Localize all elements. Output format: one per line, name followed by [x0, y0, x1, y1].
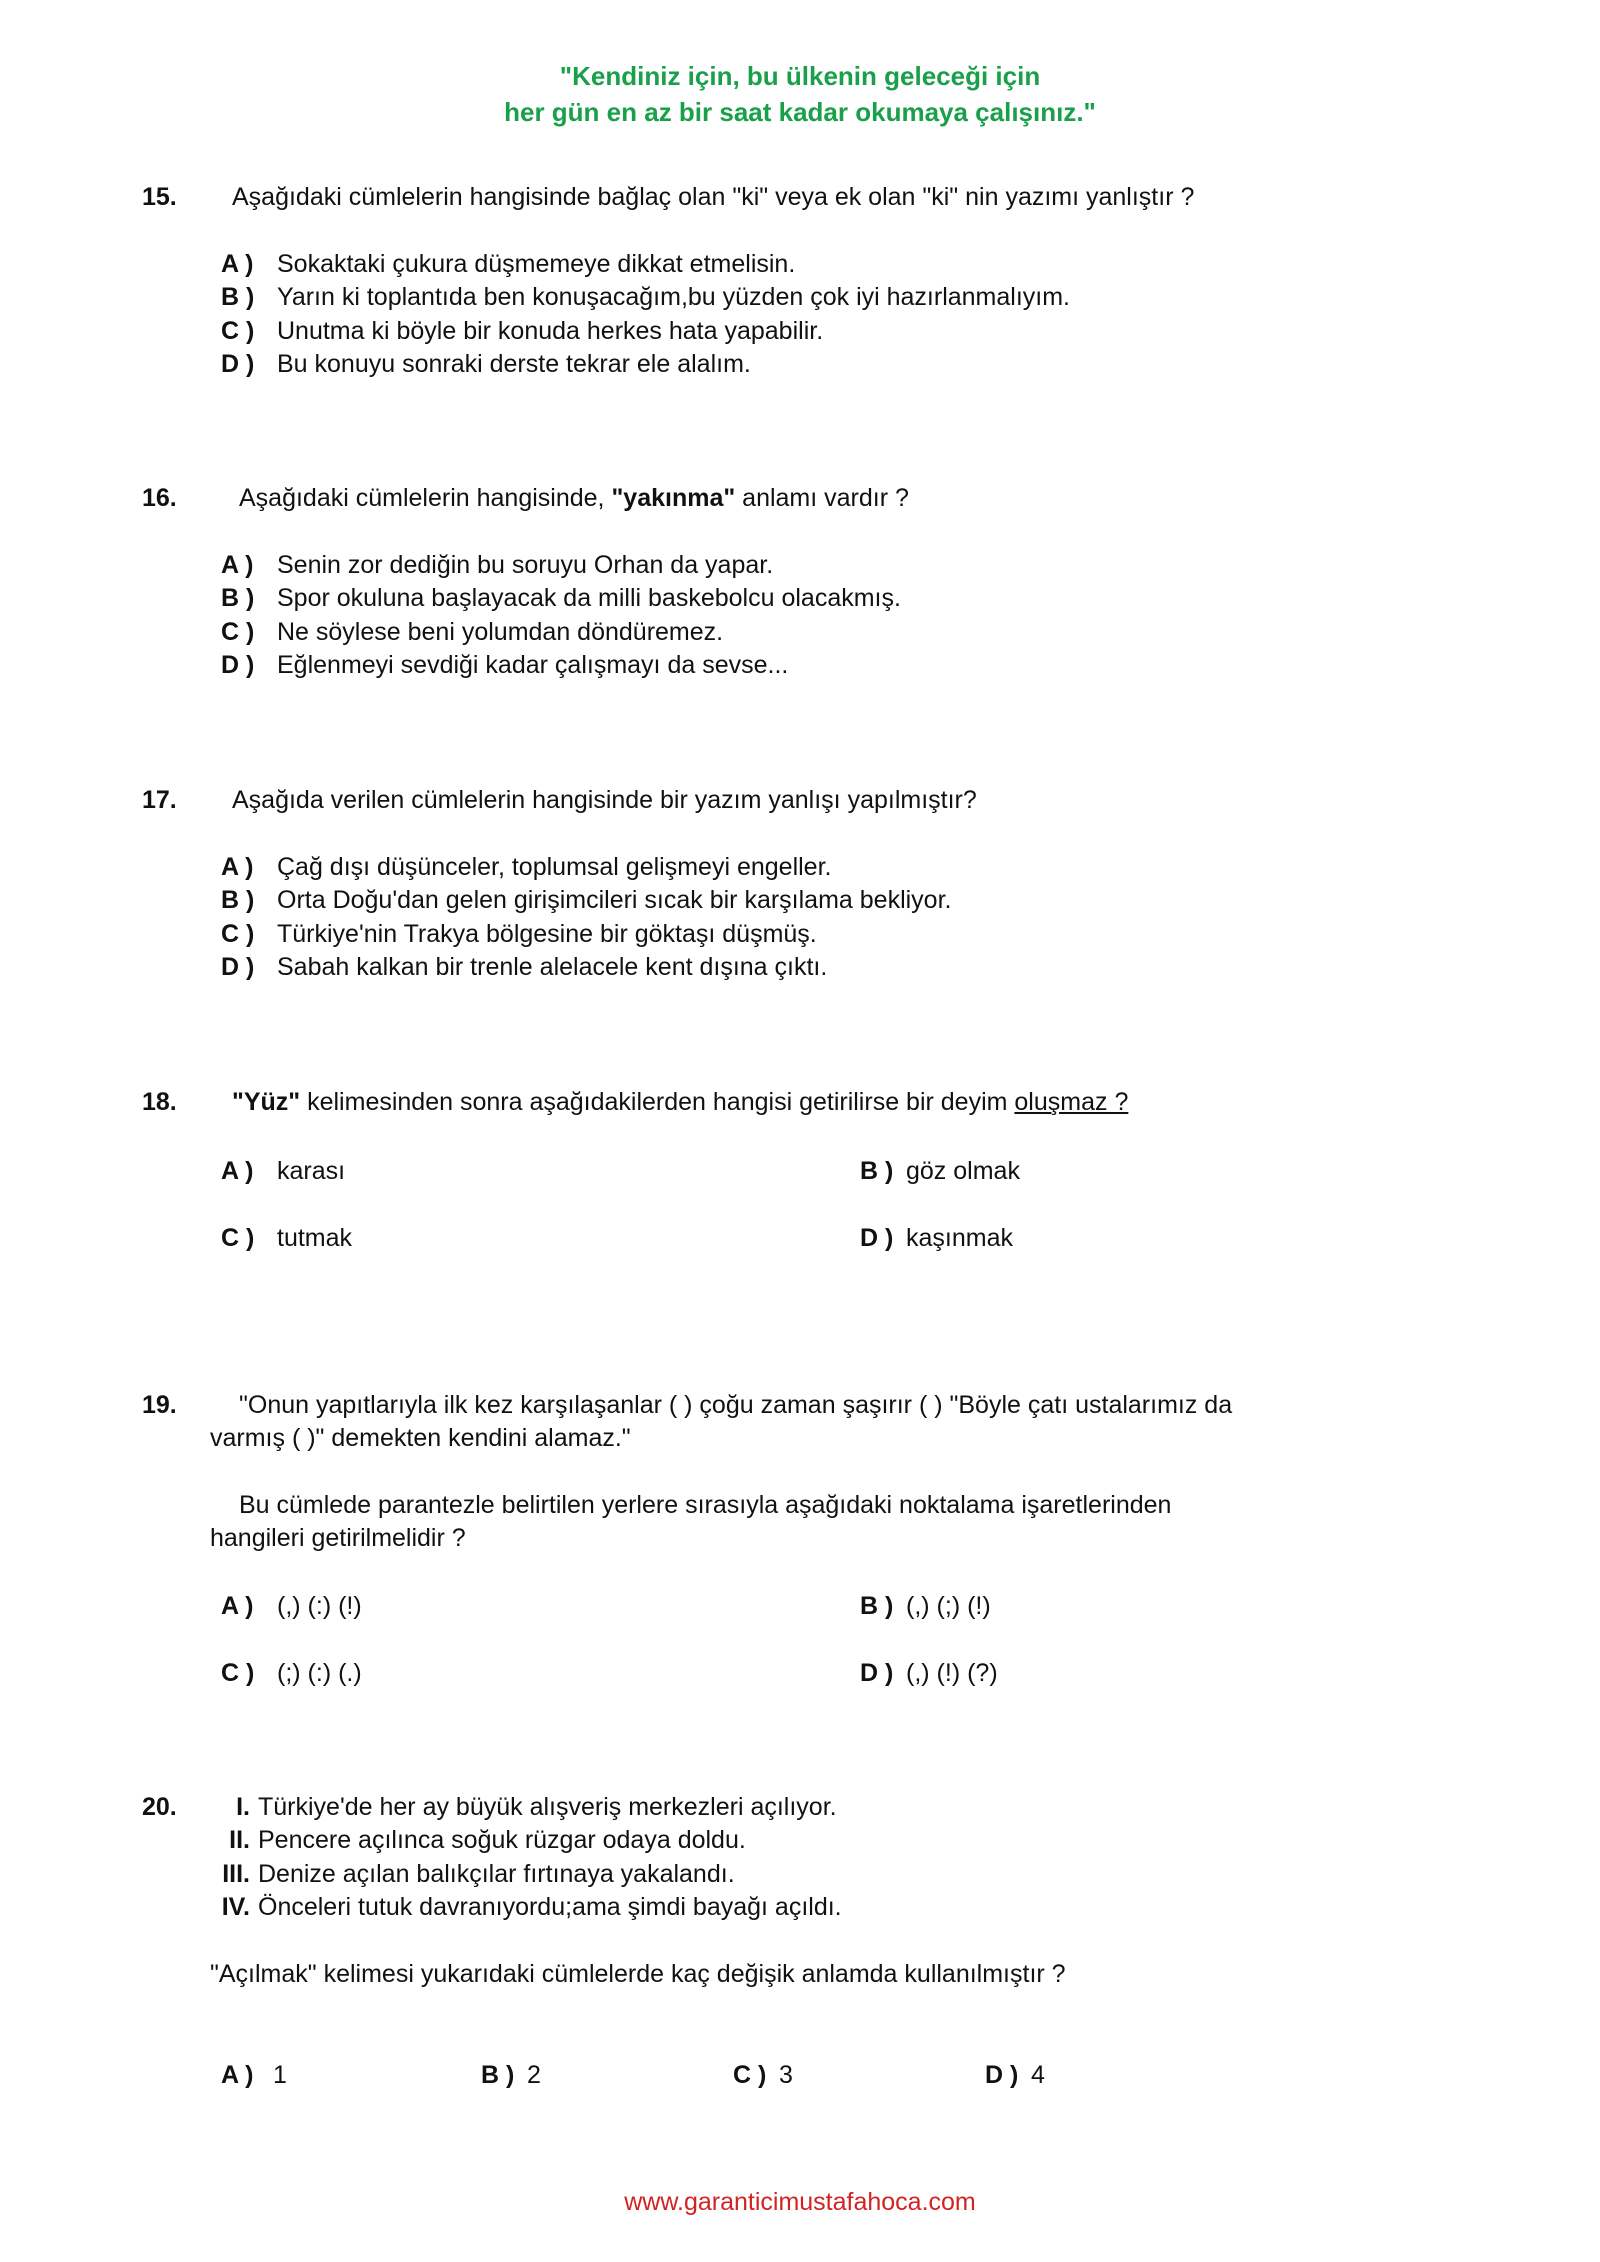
option-letter: C ): [221, 618, 255, 646]
question-text-after: anlamı vardır ?: [735, 484, 909, 512]
option-d[interactable]: [221, 348, 751, 381]
option-text: Orta Doğu'dan gelen girişimcileri sıcak bir karşılama bekliyor.: [277, 886, 952, 914]
roman-numeral: IV.: [221, 1893, 250, 1921]
question-text: [232, 1086, 1128, 1119]
option-c[interactable]: [221, 1222, 352, 1255]
sentence-text: Pencere açılınca soğuk rüzgar odaya doldu.: [258, 1826, 746, 1854]
option-letter: A ): [221, 1157, 254, 1185]
page-header: [0, 58, 1600, 130]
option-letter: D ): [985, 2061, 1019, 2089]
option-letter: D ): [221, 651, 255, 679]
option-letter: B ): [221, 584, 255, 612]
option-letter: B ): [481, 2061, 515, 2089]
option-text: kaşınmak: [906, 1224, 1013, 1252]
option-text: göz olmak: [906, 1157, 1020, 1185]
option-a[interactable]: [221, 248, 795, 281]
option-text: karası: [277, 1157, 346, 1185]
option-text: (,) (;) (!): [906, 1592, 991, 1620]
question-text-middle: kelimesinden sonra aşağıdakilerden hangisi getirilirse bir deyim: [300, 1088, 1015, 1116]
sentence-4: [202, 1891, 842, 1924]
quote-line-2: varmış ( )" demekten kendini alamaz.": [210, 1424, 631, 1452]
question-keyword: "Yüz": [232, 1088, 301, 1116]
option-d[interactable]: [985, 2059, 1045, 2092]
option-text: Spor okuluna başlayacak da milli baskebolcu olacakmış.: [277, 584, 901, 612]
roman-numeral: III.: [222, 1860, 250, 1888]
option-text: Sokaktaki çukura düşmemeye dikkat etmelisin.: [277, 250, 796, 278]
option-letter: B ): [221, 886, 255, 914]
stem-line-2: hangileri getirilmelidir ?: [210, 1524, 466, 1552]
option-letter: A ): [221, 250, 254, 278]
option-text: (,) (!) (?): [906, 1659, 998, 1687]
roman-numeral: II.: [229, 1826, 250, 1854]
option-letter: B ): [221, 283, 255, 311]
question-stem: "Açılmak" kelimesi yukarıdaki cümlelerde kaç değişik anlamda kullanılmıştır ?: [210, 1960, 1066, 1988]
option-letter: D ): [860, 1224, 894, 1252]
option-text: Türkiye'nin Trakya bölgesine bir göktaşı düşmüş.: [277, 920, 817, 948]
option-c[interactable]: [221, 918, 817, 951]
question-text: [239, 482, 909, 515]
question-number: 15.: [142, 183, 177, 211]
sentence-1: [202, 1791, 837, 1824]
sentence-3: [202, 1858, 735, 1891]
option-text: Senin zor dediğin bu soruyu Orhan da yapar.: [277, 551, 774, 579]
option-b[interactable]: [860, 1155, 1020, 1188]
option-text: 4: [1031, 2061, 1045, 2089]
footer-website-link[interactable]: www.garanticimustafahoca.com: [624, 2188, 976, 2216]
option-c[interactable]: [221, 616, 723, 649]
option-letter: A ): [221, 1592, 254, 1620]
option-b[interactable]: [221, 884, 951, 917]
option-d[interactable]: [860, 1657, 998, 1690]
question-number: 17.: [142, 786, 177, 814]
option-text: Yarın ki toplantıda ben konuşacağım,bu yüzden çok iyi hazırlanmalıyım.: [277, 283, 1071, 311]
option-a[interactable]: [221, 1590, 362, 1623]
stem-line-1: Bu cümlede parantezle belirtilen yerlere sırasıyla aşağıdaki noktalama işaretlerinden: [239, 1491, 1172, 1519]
option-text: (,) (:) (!): [277, 1592, 362, 1620]
option-d[interactable]: [860, 1222, 1013, 1255]
question-text: Aşağıdaki cümlelerin hangisinde bağlaç olan "ki" veya ek olan "ki" nin yazımı yanlıştır ?: [232, 183, 1195, 211]
option-a[interactable]: [221, 2059, 287, 2092]
question-number: 20.: [142, 1793, 177, 1821]
option-b[interactable]: [221, 582, 901, 615]
option-letter: C ): [221, 1224, 255, 1252]
option-b[interactable]: [860, 1590, 991, 1623]
option-text: Sabah kalkan bir trenle alelacele kent dışına çıktı.: [277, 953, 828, 981]
option-text: Çağ dışı düşünceler, toplumsal gelişmeyi engeller.: [277, 853, 832, 881]
option-text: 1: [273, 2061, 287, 2089]
question-keyword: "yakınma": [611, 484, 736, 512]
question-number: 19.: [142, 1391, 177, 1419]
option-c[interactable]: [221, 315, 823, 348]
question-text: Aşağıda verilen cümlelerin hangisinde bir yazım yanlışı yapılmıştır?: [232, 786, 977, 814]
option-text: (;) (:) (.): [277, 1659, 362, 1687]
quote-line-1: "Onun yapıtlarıyla ilk kez karşılaşanlar ( ) çoğu zaman şaşırır ( ) "Böyle çatı ustalarımız da: [239, 1391, 1233, 1419]
option-text: Unutma ki böyle bir konuda herkes hata yapabilir.: [277, 317, 824, 345]
option-letter: D ): [221, 953, 255, 981]
header-line-2: her gün en az bir saat kadar okumaya çalışınız.": [504, 97, 1096, 127]
option-a[interactable]: [221, 851, 831, 884]
option-letter: C ): [221, 920, 255, 948]
option-c[interactable]: [221, 1657, 362, 1690]
option-letter: C ): [733, 2061, 767, 2089]
question-underlined: oluşmaz ?: [1014, 1088, 1129, 1116]
header-line-1: "Kendiniz için, bu ülkenin geleceği için: [559, 61, 1041, 91]
option-text: tutmak: [277, 1224, 353, 1252]
question-number: 16.: [142, 484, 177, 512]
option-text: 2: [527, 2061, 541, 2089]
option-a[interactable]: [221, 549, 773, 582]
option-text: Bu konuyu sonraki derste tekrar ele alalım.: [277, 350, 751, 378]
option-letter: D ): [221, 350, 255, 378]
option-c[interactable]: [733, 2059, 793, 2092]
option-text: Eğlenmeyi sevdiği kadar çalışmayı da sevse...: [277, 651, 789, 679]
option-d[interactable]: [221, 951, 827, 984]
option-letter: C ): [221, 1659, 255, 1687]
option-a[interactable]: [221, 1155, 345, 1188]
option-b[interactable]: [481, 2059, 541, 2092]
option-b[interactable]: [221, 281, 1070, 314]
sentence-text: Denize açılan balıkçılar fırtınaya yakalandı.: [258, 1860, 735, 1888]
option-letter: B ): [860, 1157, 894, 1185]
option-letter: A ): [221, 2061, 254, 2089]
option-letter: D ): [860, 1659, 894, 1687]
option-letter: C ): [221, 317, 255, 345]
option-letter: A ): [221, 853, 254, 881]
question-text-before: Aşağıdaki cümlelerin hangisinde,: [239, 484, 612, 512]
sentence-text: Önceleri tutuk davranıyordu;ama şimdi bayağı açıldı.: [258, 1893, 842, 1921]
sentence-text: Türkiye'de her ay büyük alışveriş merkezleri açılıyor.: [258, 1793, 837, 1821]
option-letter: B ): [860, 1592, 894, 1620]
option-text: 3: [779, 2061, 793, 2089]
sentence-2: [202, 1824, 746, 1857]
question-number: 18.: [142, 1088, 177, 1116]
roman-numeral: I.: [236, 1793, 250, 1821]
option-letter: A ): [221, 551, 254, 579]
option-d[interactable]: [221, 649, 788, 682]
option-text: Ne söylese beni yolumdan döndüremez.: [277, 618, 724, 646]
